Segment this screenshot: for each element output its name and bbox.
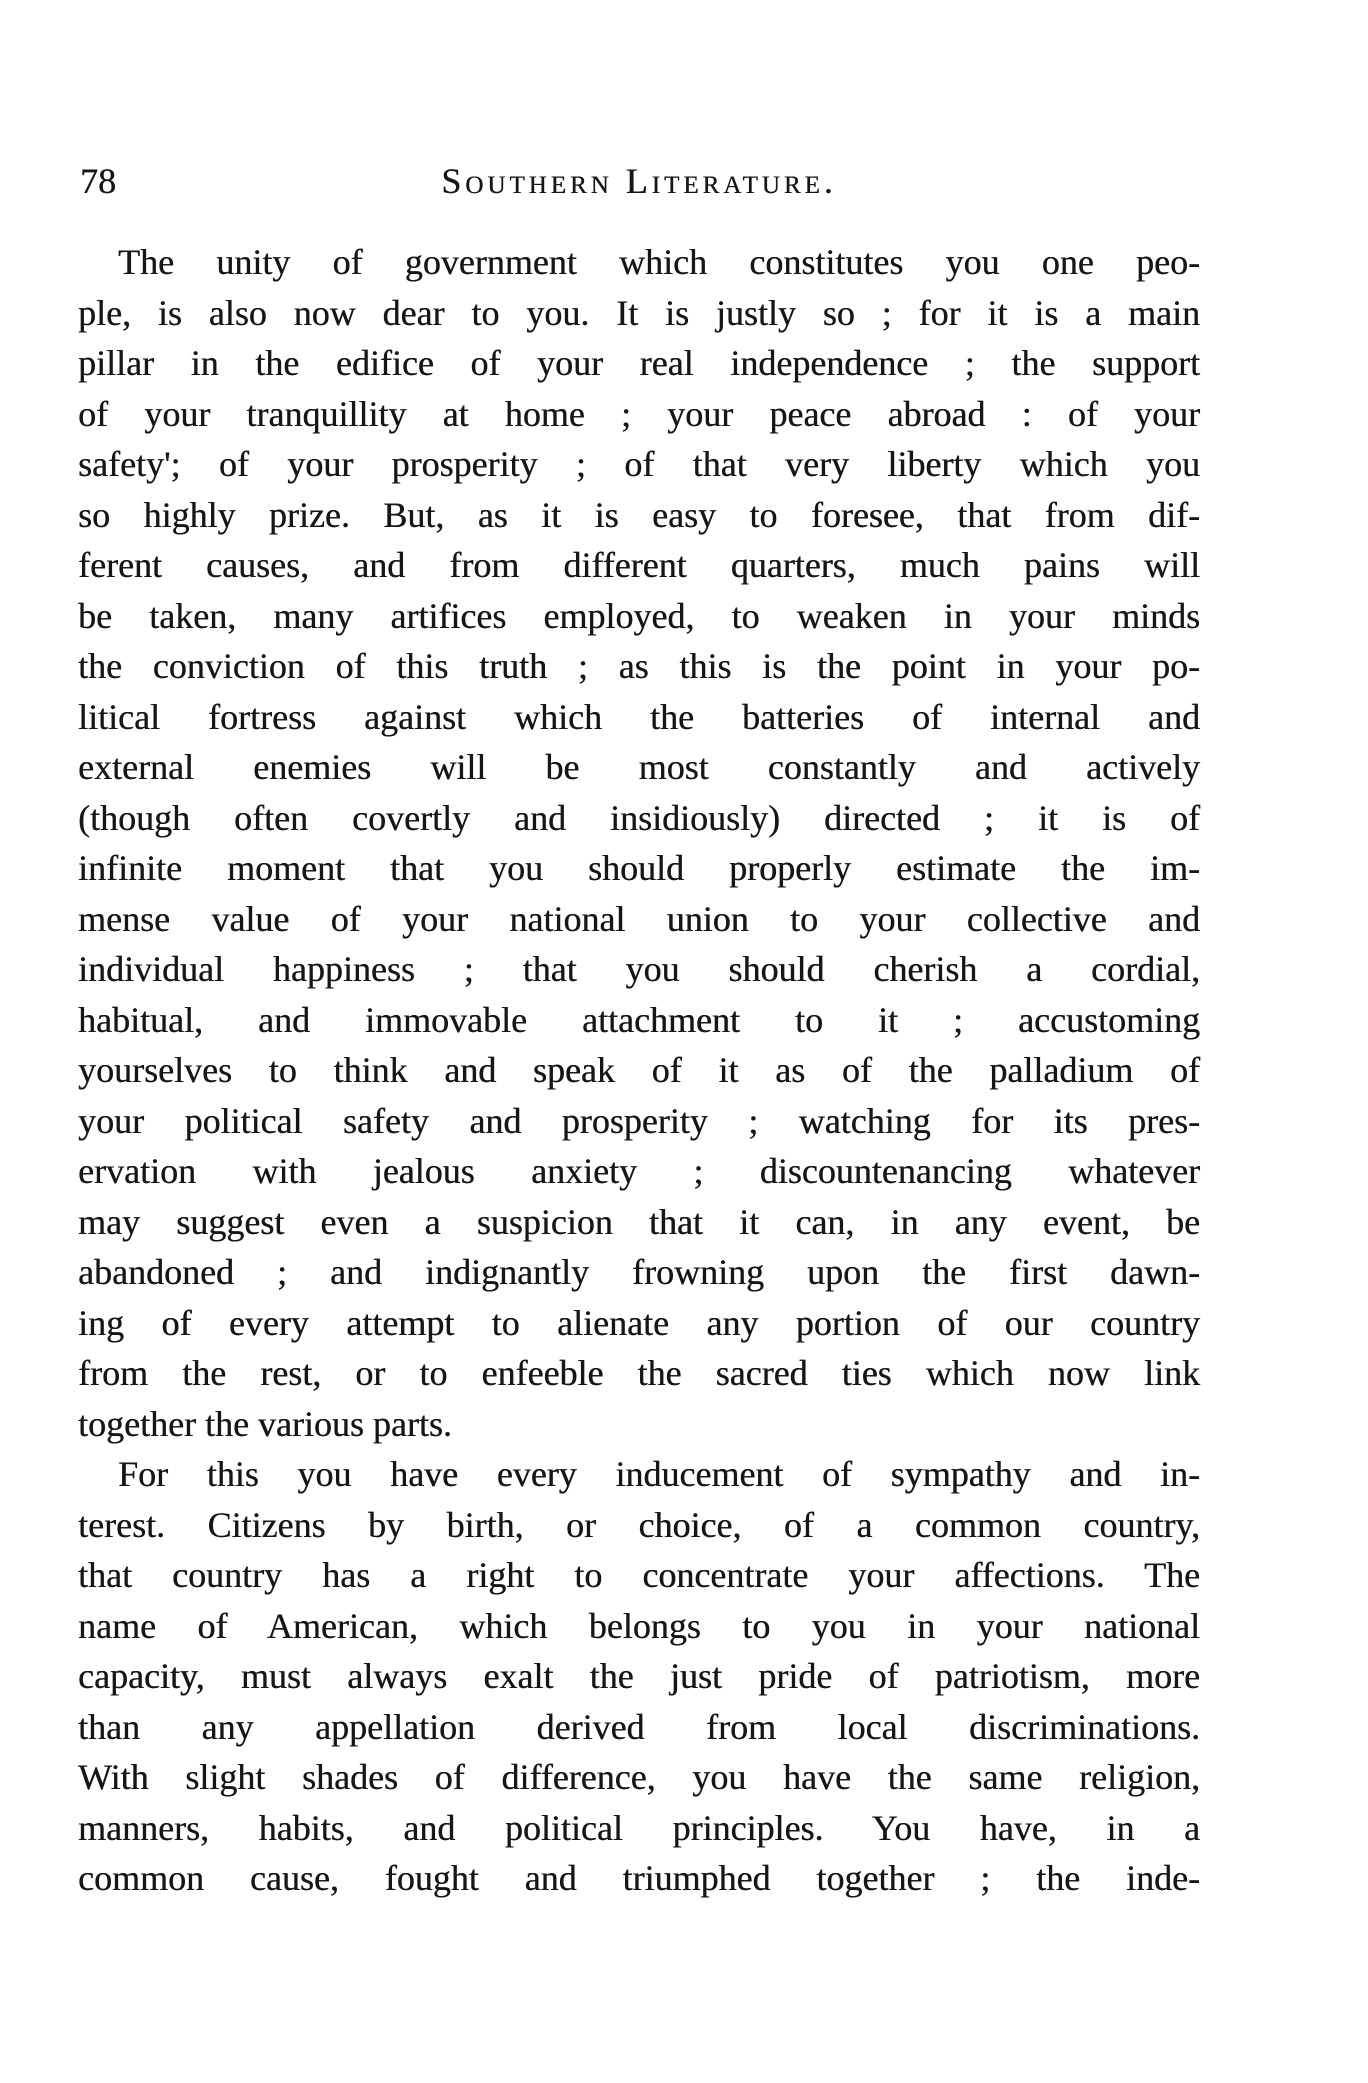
text-line: your political safety and prosperity ; watching for its pres- <box>78 1100 1200 1141</box>
running-title: Southern Literature. <box>441 161 837 201</box>
text-line: (though often covertly and insidiously) directed ; it is of <box>78 797 1200 838</box>
text-line: common cause, fought and triumphed together ; the inde- <box>78 1858 1200 1898</box>
text-line: so highly prize. But, as it is easy to foresee, that from dif- <box>78 494 1200 535</box>
text-line: terest. Citizens by birth, or choice, of a common country, <box>78 1504 1200 1545</box>
text-line: pillar in the edifice of your real independence ; the support <box>78 343 1200 383</box>
page-number: 78 <box>80 161 116 201</box>
text-line: ing of every attempt to alienate any portion of our country <box>78 1302 1200 1343</box>
text-line: individual happiness ; that you should cherish a cordial, <box>78 949 1200 989</box>
text-line: With slight shades of difference, you have the same religion, <box>78 1757 1200 1797</box>
text-line: manners, habits, and political principles. You have, in a <box>78 1807 1200 1848</box>
text-line: the conviction of this truth ; as this is the point in your po- <box>78 646 1200 686</box>
text-line: of your tranquillity at home ; your peace abroad : of your <box>78 393 1200 434</box>
page-header <box>78 160 1200 202</box>
text-line: capacity, must always exalt the just pride of patriotism, more <box>78 1656 1200 1696</box>
text-line: The unity of government which constitutes you one peo- <box>118 242 1200 282</box>
text-line: ervation with jealous anxiety ; discountenancing whatever <box>78 1151 1200 1191</box>
text-line: that country has a right to concentrate your affections. The <box>78 1555 1200 1595</box>
text-line: may suggest even a suspicion that it can, in any event, be <box>78 1201 1200 1242</box>
text-line: litical fortress against which the batteries of internal and <box>78 696 1200 737</box>
text-line: external enemies will be most constantly and actively <box>78 747 1200 787</box>
text-line: mense value of your national union to your collective and <box>78 898 1200 939</box>
text-line: habitual, and immovable attachment to it ; accustoming <box>78 999 1200 1040</box>
text-line: infinite moment that you should properly estimate the im- <box>78 848 1200 888</box>
text-line: than any appellation derived from local discriminations. <box>78 1706 1200 1747</box>
text-line: be taken, many artifices employed, to weaken in your minds <box>78 595 1200 636</box>
text-line: yourselves to think and speak of it as of the palladium of <box>78 1050 1200 1090</box>
text-line: ferent causes, and from different quarters, much pains will <box>78 545 1200 585</box>
text-line: name of American, which belongs to you in your national <box>78 1605 1200 1646</box>
text-line: For this you have every inducement of sympathy and in- <box>118 1454 1200 1494</box>
text-line: ple, is also now dear to you. It is justly so ; for it is a main <box>78 292 1200 333</box>
text-line: safety'; of your prosperity ; of that very liberty which you <box>78 444 1200 484</box>
text-line: together the various parts. <box>78 1403 452 1444</box>
text-line: abandoned ; and indignantly frowning upon the first dawn- <box>78 1252 1200 1292</box>
text-line: from the rest, or to enfeeble the sacred ties which now link <box>78 1353 1200 1393</box>
body-text <box>78 237 1200 1904</box>
